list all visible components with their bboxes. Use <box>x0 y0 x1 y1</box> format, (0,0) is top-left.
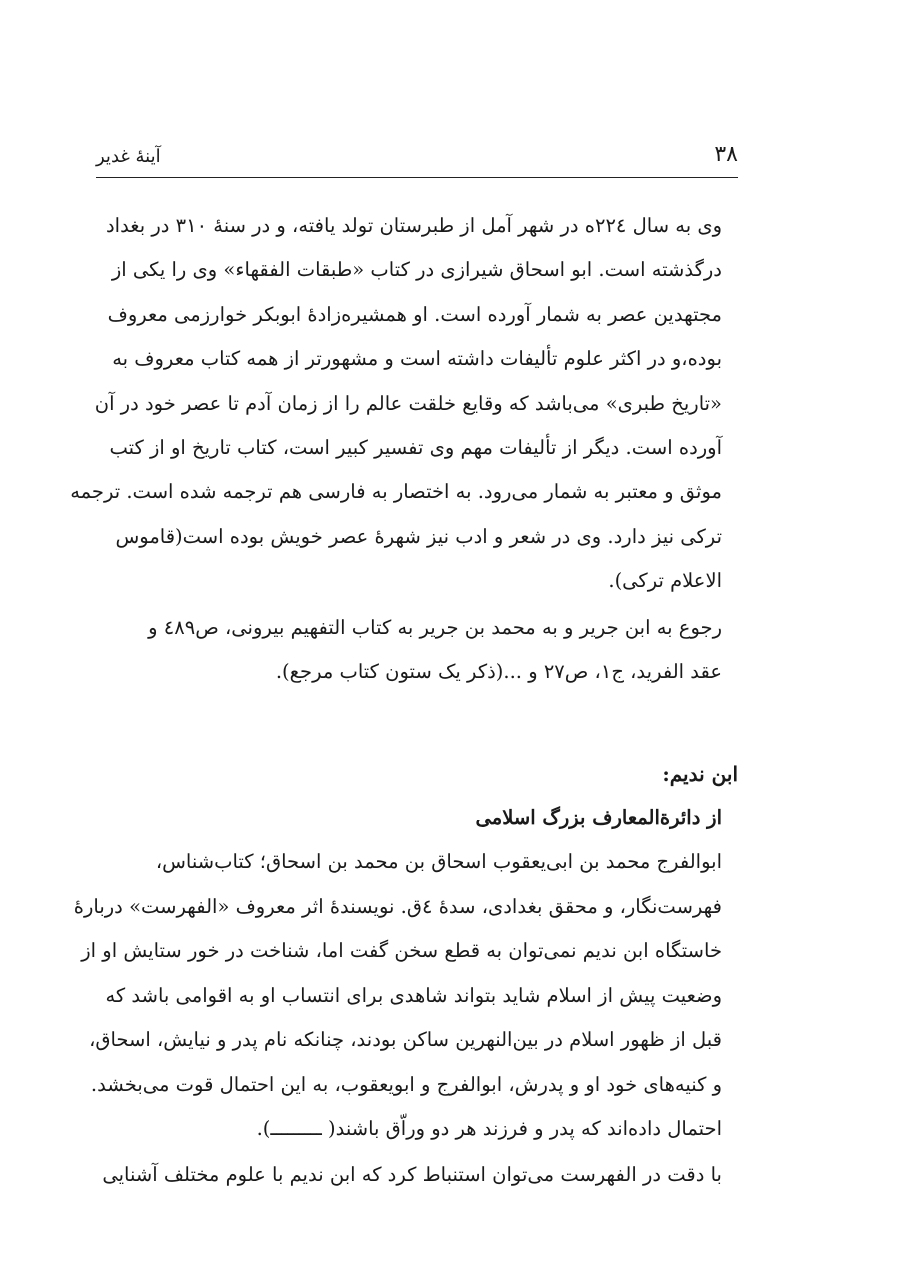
page-number: ۳۸ <box>714 142 738 167</box>
text-line: با دقت در الفهرست می‌توان استنباط کرد که ابن ندیم با علوم مختلف آشنایی <box>102 1163 722 1187</box>
text-line: الاعلام ترکی). <box>608 569 722 593</box>
paragraph-tabari-biography <box>70 204 738 604</box>
text-line: احتمال داده‌اند که پدر و فرزند هر دو وراّق باشند( ـــــــــ). <box>256 1116 722 1140</box>
text-line: ابوالفرج محمد بن ابی‌یعقوب اسحاق بن محمد بن اسحاق؛ کتاب‌شناس، <box>155 850 722 874</box>
section-gap <box>96 694 738 752</box>
section-heading: ابن ندیم: <box>662 762 738 787</box>
text-line: وضعیت پیش از اسلام شاید بتواند شاهدی برای انتساب او به اقوامی باشد که <box>105 983 722 1007</box>
text-line: موثق و معتبر به شمار می‌رود. به اختصار به فارسی هم ترجمه شده است. ترجمه <box>70 480 722 504</box>
text-line: آورده است. دیگر از تألیفات مهم وی تفسیر کبیر است، کتاب تاریخ او از کتب <box>109 436 722 460</box>
text-line: «تاریخ طبری» می‌باشد که وقایع خلقت عالم را از زمان آدم تا عصر خود در آن <box>94 391 722 415</box>
text-line: وی به سال ٢٢٤ه در شهر آمل از طبرستان تولد یافته، و در سنهٔ ٣١٠ در بغداد <box>105 214 722 237</box>
body-text <box>70 204 738 1198</box>
text-line: ترکی نیز دارد. وی در شعر و ادب نیز شهرهٔ عصر خویش بوده است(قاموس <box>115 524 722 548</box>
paragraph-fihrist <box>96 1153 738 1197</box>
text-line: و کنیه‌های خود او و پدرش، ابوالفرج و ابویعقوب، به این احتمال قوت می‌بخشد. <box>90 1072 722 1096</box>
text-line: رجوع به ابن جریر و به محمد بن جریر به کتاب التفهیم بیرونی، ص٤٨٩ و <box>148 615 722 639</box>
text-line: درگذشته است. ابو اسحاق شیرازی در کتاب «طبقات الفقهاء» وی را یکی از <box>111 258 722 282</box>
paragraph-references <box>96 606 738 695</box>
running-title: آینهٔ غدیر <box>96 146 161 167</box>
text-line: بوده،و در اکثر علوم تألیفات داشته است و مشهورتر از همه کتاب معروف به <box>112 347 722 371</box>
section-subheading: از دائرةالمعارف بزرگ اسلامی <box>475 806 722 830</box>
page-header <box>96 138 738 178</box>
text-line: قبل از ظهور اسلام در بین‌النهرین ساکن بودند، چنانکه نام پدر و نیایش، اسحاق، <box>89 1028 722 1052</box>
text-line: خاستگاه ابن ندیم نمی‌توان به قطع سخن گفت اما، شناخت در خور ستایش او از <box>81 939 722 963</box>
text-line: مجتهدین عصر به شمار آورده است. او همشیره‌زادهٔ ابوبکر خوارزمی معروف <box>107 302 722 326</box>
header-rule <box>96 177 738 178</box>
paragraph-ibn-nadim <box>73 840 738 1151</box>
text-line: فهرست‌نگار، و محقق بغدادی، سدهٔ ٤ق. نویسندهٔ اثر معروف «الفهرست» دربارهٔ <box>73 894 722 918</box>
text-line: عقد الفرید، ج۱، ص۲۷ و ...(ذکر یک ستون کتاب مرجع). <box>275 660 722 684</box>
